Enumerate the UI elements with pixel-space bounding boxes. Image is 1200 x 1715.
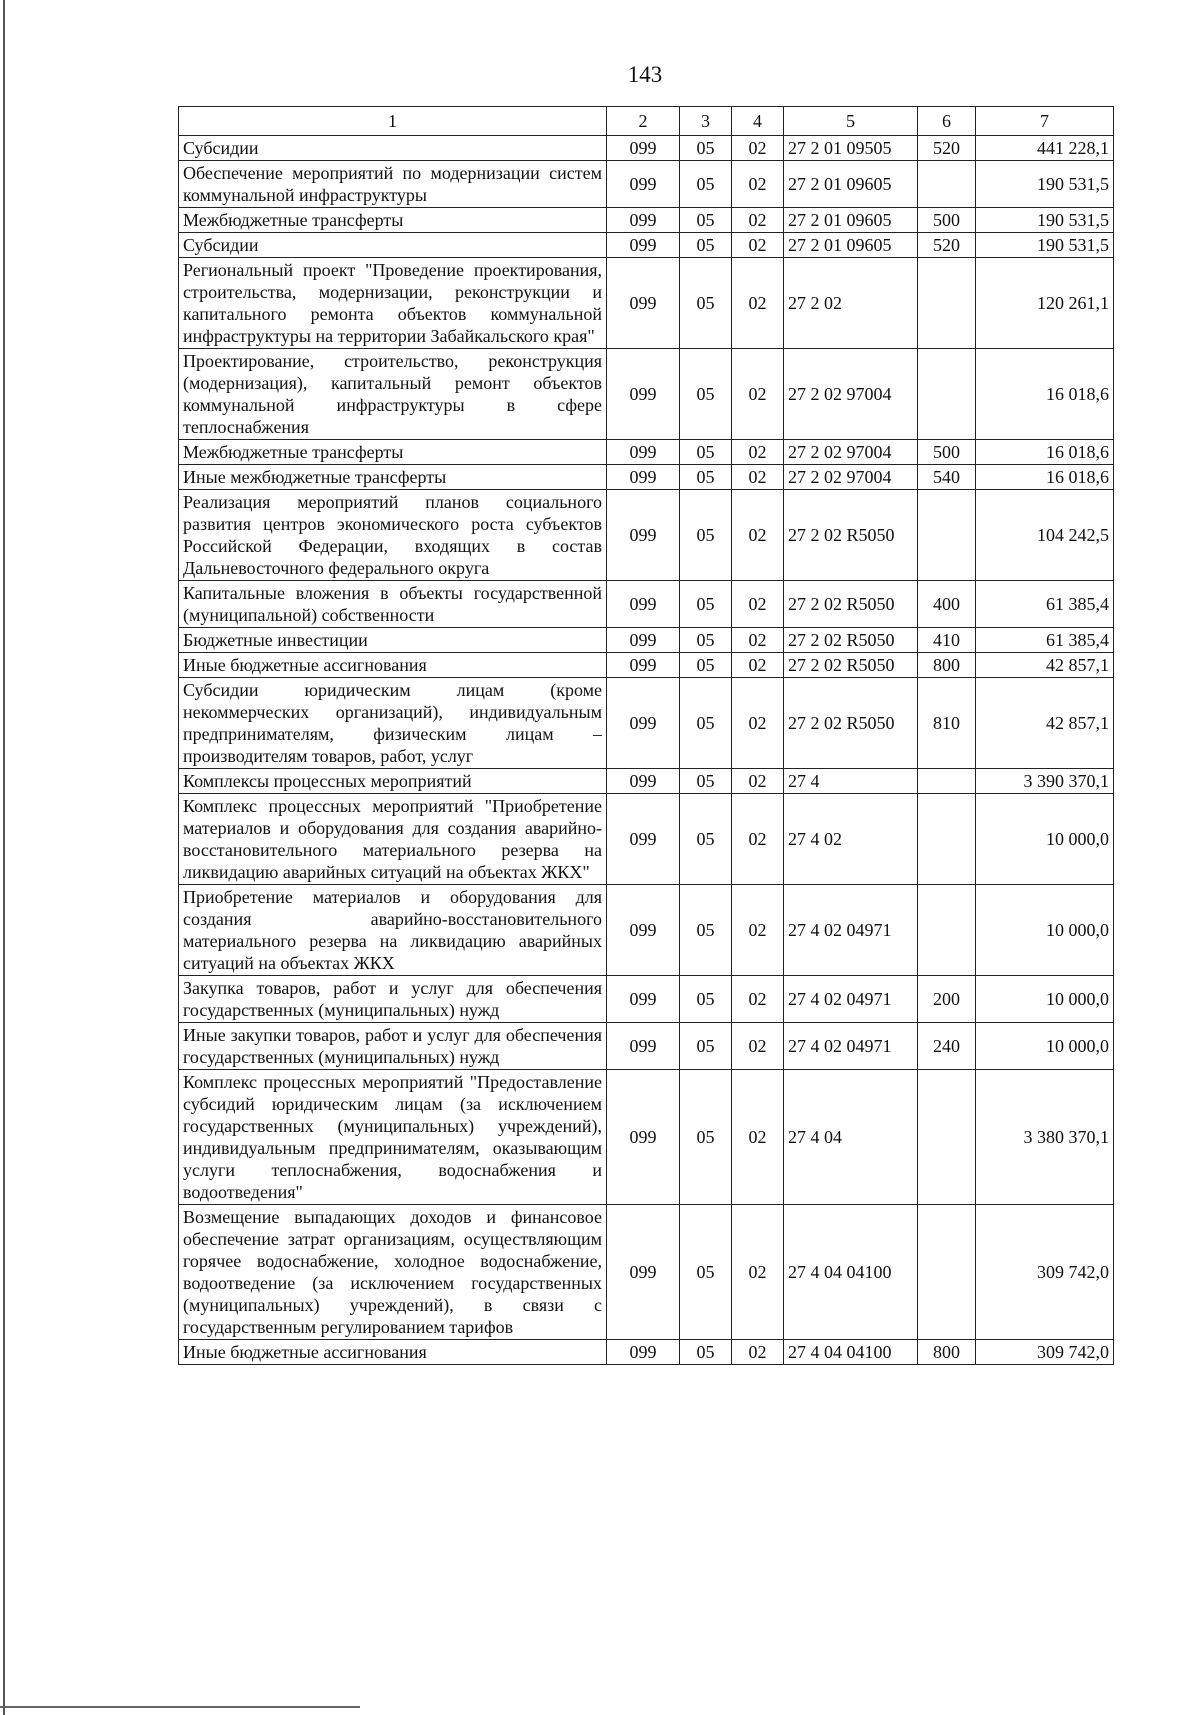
row-amount: 16 018,6	[976, 349, 1114, 440]
row-ministry-code: 099	[607, 161, 680, 208]
row-name: Иные закупки товаров, работ и услуг для обеспечения государственных (муниципальных) нужд	[179, 1023, 607, 1070]
table-row	[179, 465, 1114, 490]
row-name: Проектирование, строительство, реконструкция (модернизация), капитальный ремонт объектов коммунальной инфраструктуры в сфере теплоснабжения	[179, 349, 607, 440]
row-target-code: 27 4 04	[784, 1070, 918, 1205]
header-col-5: 5	[784, 107, 918, 136]
table-row	[179, 653, 1114, 678]
row-amount: 3 380 370,1	[976, 1070, 1114, 1205]
row-section-code: 05	[680, 349, 732, 440]
row-target-code: 27 2 01 09605	[784, 208, 918, 233]
header-col-1: 1	[179, 107, 607, 136]
table-row	[179, 136, 1114, 161]
row-expense-type	[918, 258, 976, 349]
row-subsection-code: 02	[732, 161, 784, 208]
row-section-code: 05	[680, 258, 732, 349]
row-expense-type: 520	[918, 136, 976, 161]
row-ministry-code: 099	[607, 465, 680, 490]
row-amount: 441 228,1	[976, 136, 1114, 161]
row-ministry-code: 099	[607, 258, 680, 349]
header-col-7: 7	[976, 107, 1114, 136]
table-row	[179, 1023, 1114, 1070]
row-ministry-code: 099	[607, 1023, 680, 1070]
row-section-code: 05	[680, 976, 732, 1023]
row-target-code: 27 4 02 04971	[784, 885, 918, 976]
row-target-code: 27 4 02	[784, 794, 918, 885]
row-section-code: 05	[680, 465, 732, 490]
row-expense-type: 810	[918, 678, 976, 769]
row-subsection-code: 02	[732, 769, 784, 794]
table-row	[179, 440, 1114, 465]
row-target-code: 27 2 01 09605	[784, 161, 918, 208]
row-amount: 16 018,6	[976, 440, 1114, 465]
row-section-code: 05	[680, 769, 732, 794]
row-expense-type: 800	[918, 653, 976, 678]
row-name: Иные бюджетные ассигнования	[179, 653, 607, 678]
row-expense-type: 240	[918, 1023, 976, 1070]
row-ministry-code: 099	[607, 233, 680, 258]
row-ministry-code: 099	[607, 678, 680, 769]
row-subsection-code: 02	[732, 258, 784, 349]
row-amount: 10 000,0	[976, 794, 1114, 885]
row-expense-type	[918, 161, 976, 208]
row-section-code: 05	[680, 628, 732, 653]
row-section-code: 05	[680, 233, 732, 258]
row-expense-type: 500	[918, 208, 976, 233]
row-ministry-code: 099	[607, 490, 680, 581]
scan-bottom-line	[0, 1706, 360, 1708]
row-name: Обеспечение мероприятий по модернизации систем коммунальной инфраструктуры	[179, 161, 607, 208]
row-target-code: 27 2 02 97004	[784, 465, 918, 490]
row-section-code: 05	[680, 678, 732, 769]
row-subsection-code: 02	[732, 233, 784, 258]
table-row	[179, 161, 1114, 208]
row-target-code: 27 2 02	[784, 258, 918, 349]
page-number: 143	[627, 62, 663, 87]
table-row	[179, 794, 1114, 885]
row-subsection-code: 02	[732, 976, 784, 1023]
row-section-code: 05	[680, 208, 732, 233]
row-subsection-code: 02	[732, 581, 784, 628]
row-target-code: 27 2 02 R5050	[784, 490, 918, 581]
row-expense-type	[918, 349, 976, 440]
row-section-code: 05	[680, 1340, 732, 1365]
row-target-code: 27 2 02 97004	[784, 440, 918, 465]
row-expense-type	[918, 769, 976, 794]
row-name: Иные бюджетные ассигнования	[179, 1340, 607, 1365]
row-section-code: 05	[680, 440, 732, 465]
row-name: Региональный проект "Проведение проектирования, строительства, модернизации, реконструкции и капитального ремонта объектов коммунальной инфраструктуры на территории Забайкальского края"	[179, 258, 607, 349]
row-expense-type	[918, 1205, 976, 1340]
row-subsection-code: 02	[732, 628, 784, 653]
row-amount: 120 261,1	[976, 258, 1114, 349]
budget-table	[178, 106, 1114, 1365]
row-subsection-code: 02	[732, 885, 784, 976]
row-subsection-code: 02	[732, 349, 784, 440]
row-name: Реализация мероприятий планов социального развития центров экономического роста субъектов Российской Федерации, входящих в состав Дальневосточного федерального округа	[179, 490, 607, 581]
row-name: Межбюджетные трансферты	[179, 440, 607, 465]
row-name: Иные межбюджетные трансферты	[179, 465, 607, 490]
row-expense-type	[918, 794, 976, 885]
row-subsection-code: 02	[732, 440, 784, 465]
row-target-code: 27 2 02 R5050	[784, 653, 918, 678]
row-subsection-code: 02	[732, 465, 784, 490]
row-amount: 42 857,1	[976, 678, 1114, 769]
row-expense-type: 500	[918, 440, 976, 465]
row-target-code: 27 4 02 04971	[784, 976, 918, 1023]
row-ministry-code: 099	[607, 349, 680, 440]
scan-edge-line	[3, 0, 5, 1715]
row-ministry-code: 099	[607, 136, 680, 161]
row-expense-type: 800	[918, 1340, 976, 1365]
row-subsection-code: 02	[732, 794, 784, 885]
row-target-code: 27 2 01 09505	[784, 136, 918, 161]
row-amount: 10 000,0	[976, 1023, 1114, 1070]
row-target-code: 27 2 01 09605	[784, 233, 918, 258]
row-section-code: 05	[680, 1070, 732, 1205]
row-name: Межбюджетные трансферты	[179, 208, 607, 233]
row-subsection-code: 02	[732, 490, 784, 581]
table-row	[179, 976, 1114, 1023]
table-row	[179, 208, 1114, 233]
table-row	[179, 1205, 1114, 1340]
row-amount: 190 531,5	[976, 208, 1114, 233]
row-name: Субсидии	[179, 233, 607, 258]
row-section-code: 05	[680, 581, 732, 628]
row-expense-type	[918, 885, 976, 976]
row-amount: 104 242,5	[976, 490, 1114, 581]
table-row	[179, 581, 1114, 628]
row-ministry-code: 099	[607, 769, 680, 794]
row-name: Субсидии юридическим лицам (кроме некоммерческих организаций), индивидуальным предпринимателям, физическим лицам – производителям товаров, работ, услуг	[179, 678, 607, 769]
row-target-code: 27 4 04 04100	[784, 1340, 918, 1365]
row-ministry-code: 099	[607, 653, 680, 678]
row-ministry-code: 099	[607, 1070, 680, 1205]
table-row	[179, 885, 1114, 976]
row-amount: 309 742,0	[976, 1205, 1114, 1340]
row-name: Возмещение выпадающих доходов и финансовое обеспечение затрат организациям, осуществляющим горячее водоснабжение, холодное водоснабжение, водоотведение (за исключением государственных (муниципальных) учреждений), в связи с государственным регулированием тарифов	[179, 1205, 607, 1340]
row-target-code: 27 2 02 R5050	[784, 581, 918, 628]
row-target-code: 27 2 02 R5050	[784, 678, 918, 769]
table-row	[179, 349, 1114, 440]
row-ministry-code: 099	[607, 976, 680, 1023]
header-col-2: 2	[607, 107, 680, 136]
table-row	[179, 233, 1114, 258]
row-subsection-code: 02	[732, 208, 784, 233]
row-amount: 10 000,0	[976, 885, 1114, 976]
header-col-3: 3	[680, 107, 732, 136]
row-subsection-code: 02	[732, 1340, 784, 1365]
row-expense-type: 540	[918, 465, 976, 490]
table-row	[179, 1340, 1114, 1365]
row-ministry-code: 099	[607, 628, 680, 653]
row-expense-type: 520	[918, 233, 976, 258]
row-section-code: 05	[680, 885, 732, 976]
row-amount: 42 857,1	[976, 653, 1114, 678]
row-expense-type	[918, 490, 976, 581]
row-name: Комплекс процессных мероприятий "Предоставление субсидий юридическим лицам (за исключением государственных (муниципальных) учреждений), индивидуальным предпринимателям, оказывающим услуги теплоснабжения, водоснабжения и водоотведения"	[179, 1070, 607, 1205]
row-name: Закупка товаров, работ и услуг для обеспечения государственных (муниципальных) нужд	[179, 976, 607, 1023]
row-amount: 61 385,4	[976, 628, 1114, 653]
row-ministry-code: 099	[607, 885, 680, 976]
table-row	[179, 258, 1114, 349]
row-expense-type: 400	[918, 581, 976, 628]
row-target-code: 27 4 02 04971	[784, 1023, 918, 1070]
row-ministry-code: 099	[607, 1205, 680, 1340]
row-ministry-code: 099	[607, 440, 680, 465]
row-amount: 16 018,6	[976, 465, 1114, 490]
table-row	[179, 1070, 1114, 1205]
row-section-code: 05	[680, 1023, 732, 1070]
row-subsection-code: 02	[732, 1023, 784, 1070]
row-target-code: 27 2 02 97004	[784, 349, 918, 440]
row-expense-type: 200	[918, 976, 976, 1023]
row-name: Комплекс процессных мероприятий "Приобретение материалов и оборудования для создания аварийно-восстановительного материального резерва на ликвидацию аварийных ситуаций на объектах ЖКХ"	[179, 794, 607, 885]
row-section-code: 05	[680, 794, 732, 885]
row-amount: 3 390 370,1	[976, 769, 1114, 794]
row-expense-type	[918, 1070, 976, 1205]
row-amount: 61 385,4	[976, 581, 1114, 628]
row-ministry-code: 099	[607, 794, 680, 885]
row-section-code: 05	[680, 161, 732, 208]
row-amount: 190 531,5	[976, 161, 1114, 208]
row-name: Субсидии	[179, 136, 607, 161]
header-col-6: 6	[918, 107, 976, 136]
row-section-code: 05	[680, 136, 732, 161]
row-target-code: 27 2 02 R5050	[784, 628, 918, 653]
row-amount: 190 531,5	[976, 233, 1114, 258]
header-col-4: 4	[732, 107, 784, 136]
row-section-code: 05	[680, 1205, 732, 1340]
row-ministry-code: 099	[607, 1340, 680, 1365]
row-subsection-code: 02	[732, 1070, 784, 1205]
row-section-code: 05	[680, 490, 732, 581]
row-target-code: 27 4	[784, 769, 918, 794]
table-row	[179, 628, 1114, 653]
row-ministry-code: 099	[607, 581, 680, 628]
row-amount: 309 742,0	[976, 1340, 1114, 1365]
row-ministry-code: 099	[607, 208, 680, 233]
row-section-code: 05	[680, 653, 732, 678]
row-target-code: 27 4 04 04100	[784, 1205, 918, 1340]
table-row	[179, 769, 1114, 794]
row-subsection-code: 02	[732, 136, 784, 161]
row-expense-type: 410	[918, 628, 976, 653]
row-name: Капитальные вложения в объекты государственной (муниципальной) собственности	[179, 581, 607, 628]
row-amount: 10 000,0	[976, 976, 1114, 1023]
table-row	[179, 490, 1114, 581]
row-name: Приобретение материалов и оборудования для создания аварийно-восстановительного материального резерва на ликвидацию аварийных ситуаций на объектах ЖКХ	[179, 885, 607, 976]
table-row	[179, 678, 1114, 769]
row-subsection-code: 02	[732, 678, 784, 769]
row-subsection-code: 02	[732, 1205, 784, 1340]
table-header-row	[179, 107, 1114, 136]
row-name: Комплексы процессных мероприятий	[179, 769, 607, 794]
row-subsection-code: 02	[732, 653, 784, 678]
row-name: Бюджетные инвестиции	[179, 628, 607, 653]
